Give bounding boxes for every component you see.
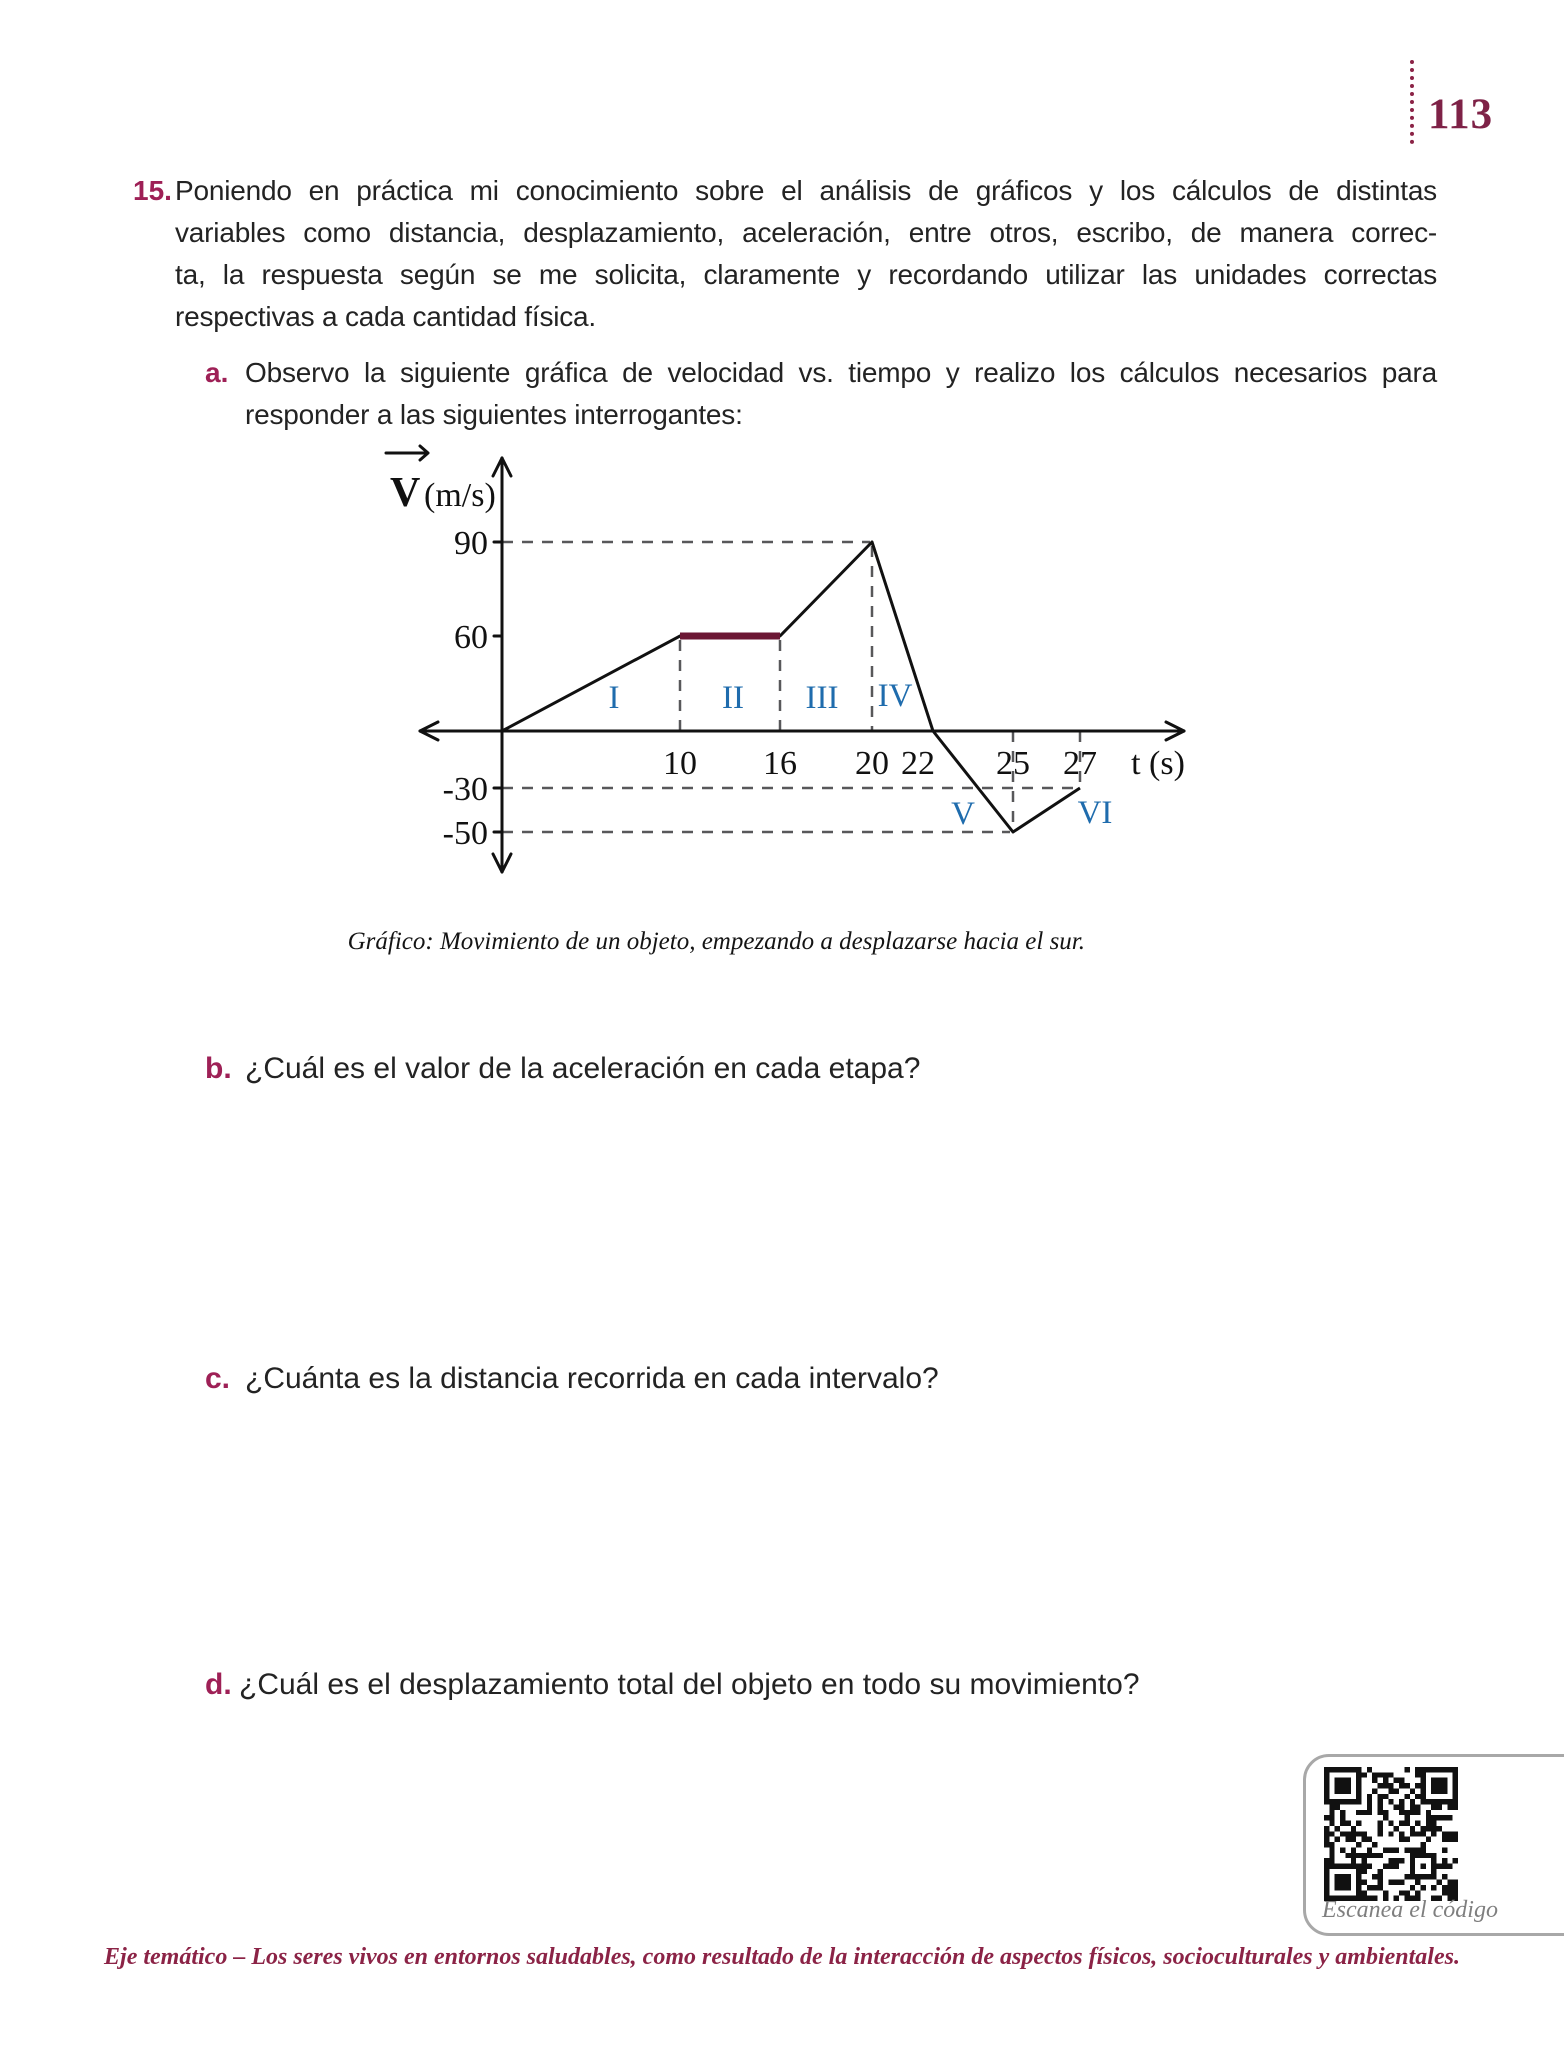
y-axis-label (386, 446, 496, 516)
stage-label: I (608, 680, 620, 716)
page-number: 113 (1428, 91, 1494, 138)
qr-caption: Escanea el código (1322, 1897, 1498, 1923)
text-line: Poniendo en práctica mi conocimiento sobre el análisis de gráficos y los cálculos de distintas (175, 175, 1437, 206)
exercise-15-text (175, 170, 1437, 338)
x-tick-label: 25 (996, 745, 1030, 782)
item-d-label: d. (205, 1668, 232, 1701)
graph-dashed-guides (502, 542, 1080, 832)
graph-caption: Gráfico: Movimiento de un objeto, empezando a desplazarse hacia el sur. (347, 928, 1085, 955)
item-b (205, 1048, 1505, 1090)
qr-code (1324, 1767, 1458, 1901)
item-c (205, 1358, 1505, 1400)
x-tick-label: 20 (855, 745, 889, 782)
item-c-text: ¿Cuánta es la distancia recorrida en cada intervalo? (245, 1362, 939, 1395)
vector-arrow-icon (386, 446, 428, 460)
graph-axes (420, 458, 1184, 872)
stage-label: V (951, 796, 975, 832)
graph-generated-labels (443, 525, 1113, 852)
item-d (205, 1664, 1505, 1706)
stage-label: VI (1077, 795, 1113, 831)
text-line: responder a las siguientes interrogantes: (245, 399, 743, 430)
x-axis-label: t (s) (1131, 745, 1185, 782)
text-line: respectivas a cada cantidad física. (175, 301, 597, 332)
text-line: ta, la respuesta según se me solicita, claramente y recordando utilizar las unidades correctas (175, 259, 1437, 290)
exercise-15-number: 15. (133, 175, 172, 206)
item-d-text: ¿Cuál es el desplazamiento total del objeto en todo su movimiento? (239, 1668, 1140, 1701)
exercise-15 (133, 170, 1437, 338)
item-b-label: b. (205, 1052, 232, 1085)
text-line: variables como distancia, desplazamiento, aceleración, entre otros, escribo, de manera correc- (175, 217, 1437, 248)
qr-panel (1303, 1754, 1564, 1936)
y-tick-label: 60 (454, 619, 488, 656)
item-a-label: a. (205, 357, 229, 388)
stage-label: IV (877, 678, 913, 714)
x-tick-label: 22 (901, 745, 935, 782)
y-axis-symbol: V (390, 470, 421, 516)
stage-label: III (805, 680, 839, 716)
x-tick-label: 16 (763, 745, 797, 782)
x-tick-label: 27 (1063, 745, 1097, 782)
item-a (205, 352, 1437, 436)
y-tick-label: -30 (442, 771, 488, 808)
text-line: Observo la siguiente gráfica de velocidad vs. tiempo y realizo los cálculos necesarios para (245, 357, 1437, 388)
y-axis-units: (m/s) (424, 477, 496, 514)
x-tick-label: 10 (663, 745, 697, 782)
item-c-label: c. (205, 1362, 231, 1395)
footer-theme-line: Eje temático – Los seres vivos en entornos saludables, como resultado de la interacción de aspectos físicos, socioculturales y ambientales. (104, 1944, 1460, 1970)
item-a-text (245, 352, 1437, 436)
y-tick-label: -50 (442, 815, 488, 852)
page-number-dotted-divider (1410, 60, 1414, 144)
item-b-text: ¿Cuál es el valor de la aceleración en cada etapa? (245, 1052, 921, 1085)
stage-label: II (722, 680, 744, 716)
y-tick-label: 90 (454, 525, 488, 562)
velocity-time-graph (380, 440, 1200, 910)
